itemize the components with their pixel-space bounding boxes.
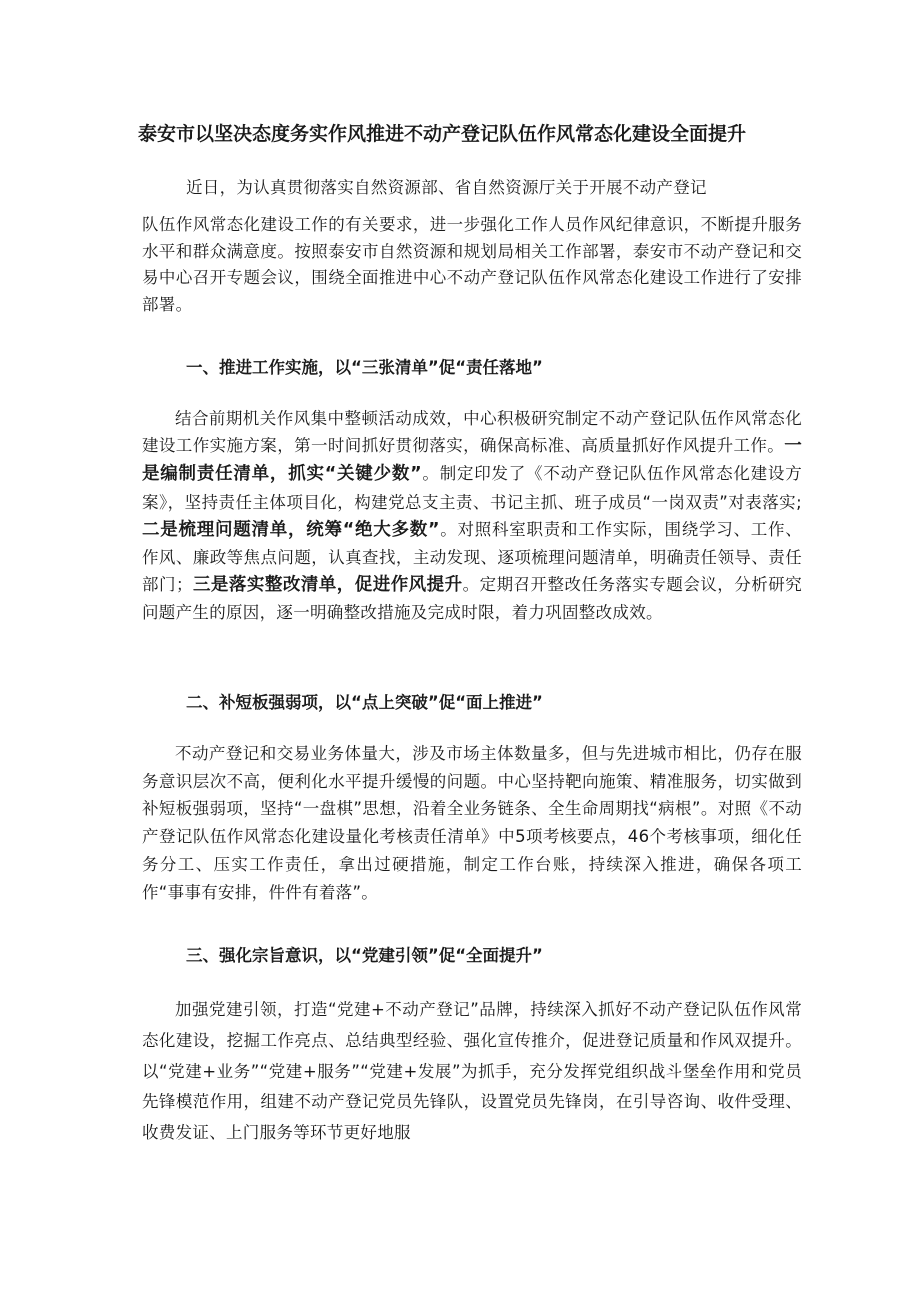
section-1-bold-2: 二是梳理问题清单，统筹“绝大多数” <box>142 519 440 540</box>
document-title: 泰安市以坚决态度务实作风推进不动产登记队伍作风常态化建设全面提升 <box>138 123 747 145</box>
section-1-text-d: 。定期召开整改任务落实专题会议，分析研究问题产生的原因，逐一明确整改措施及完成时限，着力巩固整改成效。 <box>142 575 803 623</box>
intro-paragraph: 队伍作风常态化建设工作的有关要求，进一步强化工作人员作风纪律意识，不断提升服务水平和群众满意度。按照泰安市自然资源和规划局相关工作部署，泰安市不动产登记和交易中心召开专题会议，围绕全面推进中心不动产登记队伍作风常态化建设工作进行了安排部署。 <box>142 215 802 314</box>
section-1-text-a: 结合前期机关作风集中整顿活动成效，中心积极研究制定不动产登记队伍作风常态化建设工作实施方案，第一时间抓好贯彻落实，确保高标准、高质量抓好作风提升工作。 <box>142 409 802 456</box>
intro-first-line: 近日，为认真贯彻落实自然资源部、省自然资源厅关于开展不动产登记 <box>186 178 707 197</box>
section-1-bold-3: 三是落实整改清单，促进作风提升 <box>192 575 463 596</box>
section-3-heading: 三、强化宗旨意识，以“党建引领”促“全面提升” <box>186 946 543 965</box>
section-2-heading: 二、补短板强弱项，以“点上突破”促“面上推进” <box>186 693 543 712</box>
section-1-paragraph <box>142 405 802 627</box>
section-1-text-b: 。制定印发了《不动产登记队伍作风常态化建设方案》，坚持责任主体项目化，构建党总支主责、书记主抓、班子成员“一岗双责”对表落实; <box>142 464 802 512</box>
section-1-heading: 一、推进工作实施，以“三张清单”促“责任落地” <box>186 358 543 377</box>
section-3-paragraph: 加强党建引领，打造“党建+不动产登记”品牌，持续深入抓好不动产登记队伍作风常态化建设，挖掘工作亮点、总结典型经验、强化宣传推介，促进登记质量和作风双提升。以“党建+业务”“党建+服务”“党建+发展”为抓手，充分发挥党组织战斗堡垒作用和党员先锋模范作用，组建不动产登记党员先锋队，设置党员先锋岗，在引导咨询、收件受理、收费发证、上门服务等环节更好地服 <box>142 1000 802 1143</box>
section-2-paragraph: 不动产登记和交易业务体量大，涉及市场主体数量多，但与先进城市相比，仍存在服务意识层次不高，便利化水平提升缓慢的问题。中心坚持靶向施策、精准服务，切实做到补短板强弱项，坚持“一盘棋”思想，沿着全业务链条、全生命周期找“病根”。对照《不动产登记队伍作风常态化建设量化考核责任清单》中5项考核要点，46个考核事项，细化任务分工、压实工作责任，拿出过硬措施，制定工作台账，持续深入推进，确保各项工作“事事有安排，件件有着落”。 <box>142 744 802 902</box>
section-1-text-c: 。对照科室职责和工作实际，围绕学习、工作、作风、廉政等焦点问题，认真查找，主动发现、逐项梳理问题清单，明确责任领导、责任部门； <box>142 519 802 595</box>
section-1-bold-1: 一是编制责任清单，抓实“关键少数” <box>142 436 802 485</box>
